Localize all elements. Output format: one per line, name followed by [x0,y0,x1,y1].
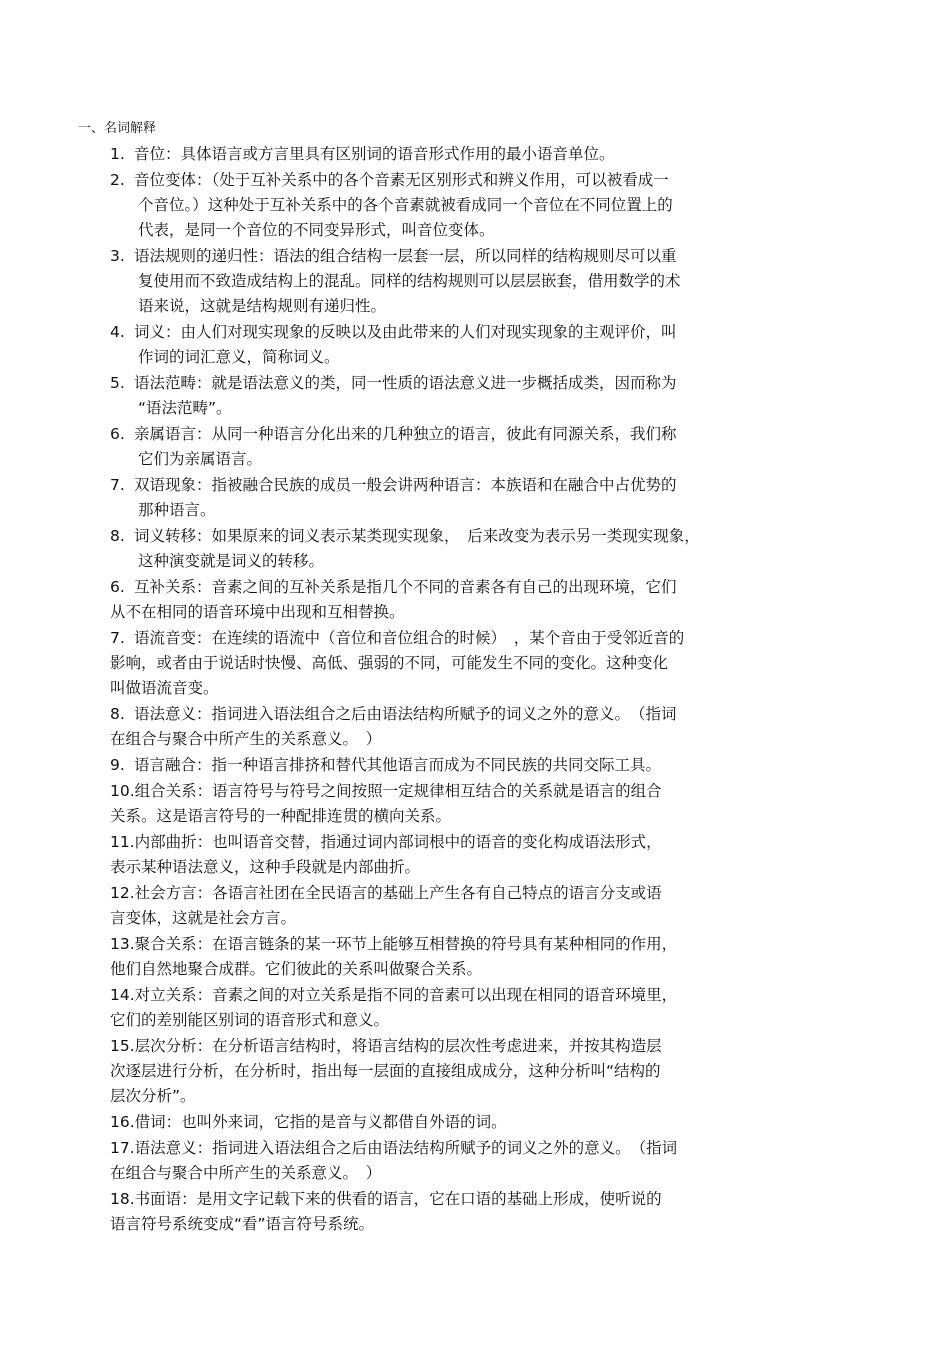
definition-line [138,396,778,421]
line-text: 复使用而不致造成结构上的混乱。同样的结构规则可以层层嵌套，借用数学的术 [138,272,681,290]
line-text: 亲属语言：从同一种语言分化出来的几种独立的语言，彼此有同源关系，我们称 [134,425,677,443]
definition-line [110,1161,810,1186]
definition-line [110,830,810,855]
definition-line [110,320,778,345]
definition-line [110,626,810,651]
line-text: 次逐层进行分析，在分析时，指出每一层面的直接组成成分，这种分析叫“结构的 [110,1062,661,1080]
line-text: 它们为亲属语言。 [138,450,263,468]
definition-entry [0,881,810,931]
definition-line [110,881,810,906]
entry-number: 6. [110,425,125,443]
line-text: 代表，是同一个音位的不同变异形式，叫音位变体。 [138,221,495,239]
entry-number: 1. [110,145,125,163]
entry-number: 7. [110,629,125,647]
definition-line [110,1110,810,1135]
definition-line [110,575,810,600]
line-text: 那种语言。 [138,501,216,519]
definition-line [110,804,810,829]
definition-line [110,473,778,498]
definition-entry [0,575,810,625]
line-text: 语法意义：指词进入语法组合之后由语法结构所赋予的词义之外的意义。 （指词 [134,1139,678,1157]
definition-entry [0,753,810,778]
entry-number: 9. [110,756,125,774]
definition-line [138,294,778,319]
line-text: 语来说，这就是结构规则有递归性。 [138,297,387,315]
line-text: 层次分析”。 [110,1087,196,1105]
definition-line [110,371,778,396]
line-text: 在组合与聚合中所产生的关系意义。 ） [110,1164,382,1182]
definition-line [110,702,810,727]
definition-entry [0,422,778,472]
line-text: 从不在相同的语音环境中出现和互相替换。 [110,603,405,621]
definition-line [138,345,778,370]
definition-entry [0,524,778,574]
definition-line [110,932,810,957]
definition-line [110,957,810,982]
line-text: 音位：具体语言或方言里具有区别词的语音形式作用的最小语音单位。 [134,145,615,163]
definition-entry [0,244,778,319]
line-text: 语言符号系统变成“看”语言符号系统。 [110,1215,375,1233]
entry-number: 7. [110,476,125,494]
entry-number: 5. [110,374,125,392]
entry-number: 18. [110,1190,135,1208]
definition-line [110,753,810,778]
line-text: 言变体，这就是社会方言。 [110,909,297,927]
definition-line [110,855,810,880]
entry-number: 13. [110,935,135,953]
line-text: 语法范畴：就是语法意义的类，同一性质的语法意义进一步概括成类，因而称为 [134,374,677,392]
line-text: 词义转移：如果原来的词义表示某类现实现象， 后来改变为表示另一类现实现象， [134,527,700,545]
line-text: 双语现象：指被融合民族的成员一般会讲两种语言：本族语和在融合中占优势的 [134,476,677,494]
definition-line [110,600,810,625]
entry-number: 6. [110,578,125,596]
line-text: 内部曲折：也叫语音交替，指通过词内部词根中的语音的变化构成语法形式， [134,833,662,851]
definition-line [110,1059,810,1084]
line-text: 互补关系：音素之间的互补关系是指几个不同的音素各有自己的出现环境，它们 [134,578,677,596]
definition-entry [0,702,810,752]
definition-line [110,1034,810,1059]
definition-line [110,1136,810,1161]
line-text: 层次分析：在分析语言结构时，将语言结构的层次性考虑进来，并按其构造层 [134,1037,662,1055]
line-text: 语流音变：在连续的语流中（音位和音位组合的时候） ，某个音由于受邻近音的 [134,629,685,647]
definition-line [138,269,778,294]
definition-line [138,447,778,472]
definition-line [110,1187,810,1212]
definition-line [138,193,778,218]
line-text: 它们的差别能区别词的语音形式和意义。 [110,1011,390,1029]
definition-line [110,1008,810,1033]
definition-entry [0,473,778,523]
definition-entry [0,830,810,880]
line-text: 在组合与聚合中所产生的关系意义。 ） [110,730,382,748]
entry-number: 4. [110,323,125,341]
line-text: 词义：由人们对现实现象的反映以及由此带来的人们对现实现象的主观评价，叫 [134,323,677,341]
definition-line [110,142,778,167]
line-text: 叫做语流音变。 [110,679,219,697]
definition-entry [0,1136,810,1186]
entry-number: 17. [110,1139,135,1157]
definition-entry [0,1110,810,1135]
entry-number: 11. [110,833,135,851]
definition-entry [0,779,810,829]
definition-line [110,651,810,676]
line-text: 这种演变就是词义的转移。 [138,552,325,570]
entry-number: 14. [110,986,135,1004]
line-text: 个音位。）这种处于互补关系中的各个音素就被看成同一个音位在不同位置上的 [138,196,673,214]
entry-number: 10. [110,782,135,800]
definition-list [0,142,950,1238]
line-text: 语法规则的递归性：语法的组合结构一层套一层，所以同样的结构规则尽可以重 [134,247,677,265]
entry-number: 8. [110,527,125,545]
definition-line [110,422,778,447]
definition-line [110,168,778,193]
definition-line [138,498,778,523]
definition-entry [0,626,810,701]
line-text: 组合关系：语言符号与符号之间按照一定规律相互结合的关系就是语言的组合 [134,782,662,800]
definition-line [138,549,778,574]
line-text: 书面语：是用文字记载下来的供看的语言，它在口语的基础上形成，使听说的 [134,1190,662,1208]
line-text: 音位变体：（处于互补关系中的各个音素无区别形式和辨义作用，可以被看成一 [134,171,669,189]
definition-line [110,1084,810,1109]
entry-number: 8. [110,705,125,723]
entry-number: 2. [110,171,125,189]
line-text: “语法范畴”。 [138,399,232,417]
entry-number: 3. [110,247,125,265]
definition-entry [0,320,778,370]
line-text: 他们自然地聚合成群。它们彼此的关系叫做聚合关系。 [110,960,483,978]
entry-number: 16. [110,1113,135,1131]
definition-line [110,906,810,931]
line-text: 语法意义：指词进入语法组合之后由语法结构所赋予的词义之外的意义。 （指词 [134,705,677,723]
definition-line [110,244,778,269]
section-title: 一、名词解释 [78,121,157,136]
definition-line [110,983,810,1008]
line-text: 表示某种语法意义，这种手段就是内部曲折。 [110,858,421,876]
line-text: 聚合关系：在语言链条的某一环节上能够互相替换的符号具有某种相同的作用， [134,935,678,953]
definition-entry [0,1034,810,1109]
line-text: 作词的词汇意义，简称词义。 [138,348,340,366]
line-text: 关系。这是语言符号的一种配排连贯的横向关系。 [110,807,452,825]
definition-entry [0,1187,810,1237]
definition-line [110,779,810,804]
definition-entry [0,371,778,421]
definition-entry [0,932,810,982]
definition-entry [0,168,778,243]
line-text: 借词：也叫外来词，它指的是音与义都借自外语的词。 [134,1113,507,1131]
entry-number: 15. [110,1037,135,1055]
definition-line [110,727,810,752]
entry-number: 12. [110,884,135,902]
line-text: 语言融合：指一种语言排挤和替代其他语言而成为不同民族的共同交际工具。 [134,756,662,774]
line-text: 社会方言：各语言社团在全民语言的基础上产生各有自己特点的语言分支或语 [134,884,662,902]
definition-line [138,218,778,243]
line-text: 影响，或者由于说话时快慢、高低、强弱的不同，可能发生不同的变化。这种变化 [110,654,669,672]
definition-entry [0,142,778,167]
definition-entry [0,983,810,1033]
definition-line [110,1212,810,1237]
definition-line [110,676,810,701]
line-text: 对立关系：音素之间的对立关系是指不同的音素可以出现在相同的语音环境里， [134,986,678,1004]
definition-line [110,524,778,549]
